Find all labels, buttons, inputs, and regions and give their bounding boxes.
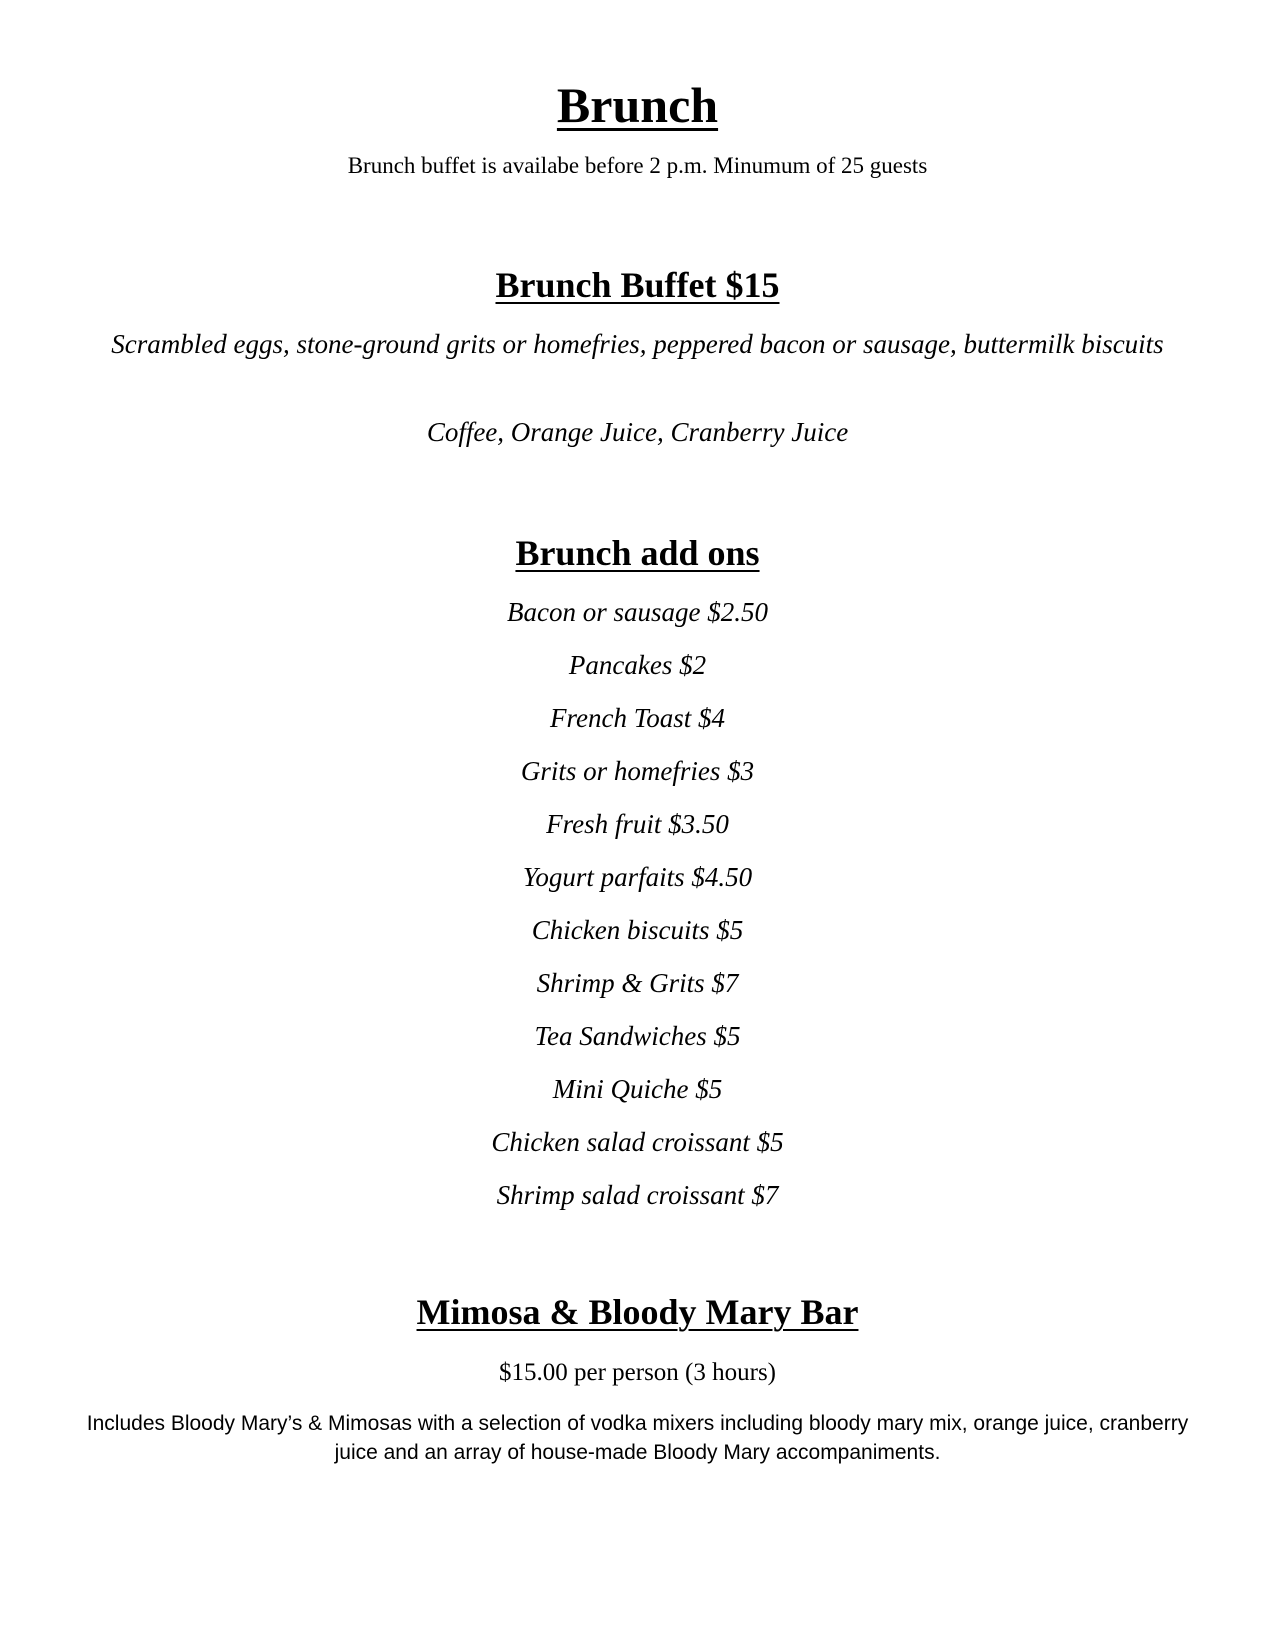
list-item: Bacon or sausage $2.50 (507, 597, 768, 627)
list-item: Chicken biscuits $5 (531, 915, 744, 945)
list-item: Shrimp & Grits $7 (536, 968, 739, 998)
list-item: Shrimp salad croissant $7 (496, 1180, 779, 1210)
addons-list (80, 594, 1195, 1230)
list-item: French Toast $4 (549, 703, 725, 733)
page-title: Brunch (556, 77, 719, 133)
list-item: Fresh fruit $3.50 (546, 809, 729, 839)
bar-price: $15.00 per person (3 hours) (498, 1359, 777, 1386)
page-subtitle: Brunch buffet is availabe before 2 p.m. Minumum of 25 guests (347, 153, 928, 178)
bar-description: Includes Bloody Mary’s & Mimosas with a selection of vodka mixers including bloody mary mix, orange juice, cranberry juice and an array of house-made Bloody Mary accompaniments. (86, 1412, 1189, 1464)
addons-heading: Brunch add ons (515, 533, 760, 573)
buffet-heading: Brunch Buffet $15 (495, 265, 780, 305)
buffet-drinks: Coffee, Orange Juice, Cranberry Juice (426, 417, 849, 447)
list-item: Tea Sandwiches $5 (534, 1021, 741, 1051)
bar-heading: Mimosa & Bloody Mary Bar (416, 1292, 859, 1332)
list-item: Mini Quiche $5 (552, 1074, 723, 1104)
list-item: Pancakes $2 (568, 650, 707, 680)
list-item: Yogurt parfaits $4.50 (522, 862, 753, 892)
buffet-description: Scrambled eggs, stone-ground grits or homefries, peppered bacon or sausage, buttermilk biscuits (111, 329, 1164, 359)
list-item: Chicken salad croissant $5 (491, 1127, 784, 1157)
list-item: Grits or homefries $3 (520, 756, 755, 786)
